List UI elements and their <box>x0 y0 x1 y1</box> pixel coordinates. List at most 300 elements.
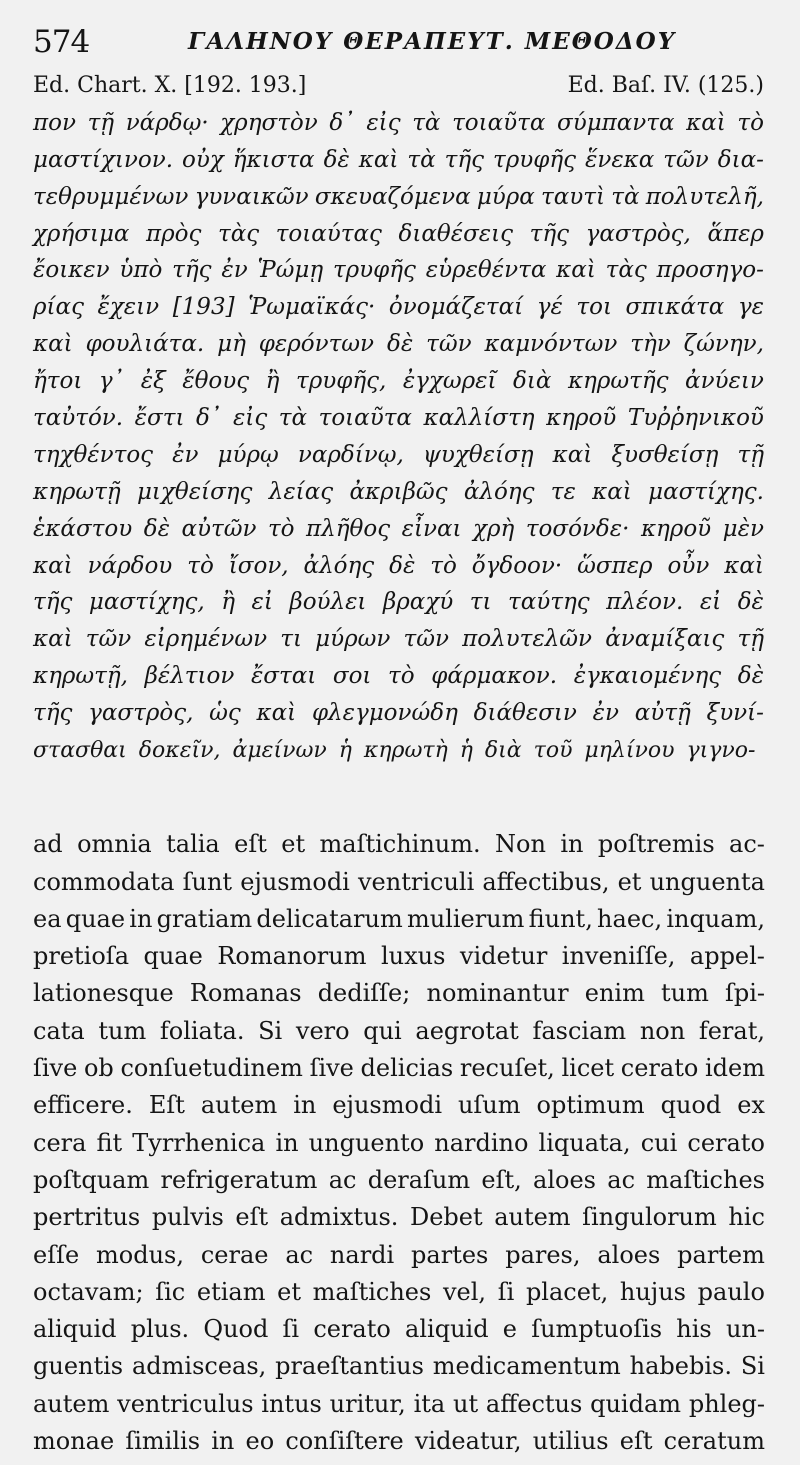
printed-word: τρυφῆς <box>493 146 577 173</box>
printed-word: efficere. <box>33 1091 133 1120</box>
printed-word: cata <box>33 1016 85 1045</box>
printed-word: δὲ <box>143 515 170 542</box>
printed-word: ταὐτόν. <box>33 405 124 432</box>
printed-word: εἰρημένων <box>144 626 268 653</box>
printed-word: τὴν <box>630 331 671 358</box>
latin-text-line <box>33 1418 765 1455</box>
printed-word: γαστρὸς, <box>88 700 194 727</box>
printed-word: γ᾽ <box>98 368 125 395</box>
printed-word: κηροῦ <box>546 405 617 432</box>
printed-word: dediſſe; <box>317 979 411 1008</box>
printed-word: τὸ <box>388 663 415 690</box>
printed-word: διὰ <box>513 368 552 395</box>
printed-word: τοσόνδε· <box>525 515 630 542</box>
printed-word: βέλτιον <box>144 663 235 690</box>
printed-word: maſtiches <box>646 1165 765 1194</box>
printed-word: deraſum <box>367 1165 471 1194</box>
latin-text-line <box>33 1306 765 1343</box>
printed-word: hujus <box>619 1277 686 1306</box>
printed-word: in <box>560 830 584 859</box>
printed-word: γέ <box>536 294 563 321</box>
printed-word: ἀνύειν <box>685 368 764 395</box>
printed-word: cerae <box>200 1240 269 1269</box>
printed-word: ἴσον, <box>228 552 289 579</box>
printed-word: plus. <box>130 1315 190 1344</box>
printed-word: cerato <box>313 1315 391 1344</box>
printed-word: quae <box>143 942 203 971</box>
printed-word: ὀνομάζεταί <box>388 294 524 321</box>
printed-word: ſive <box>309 1054 354 1083</box>
printed-word: τρυφῆς, <box>295 368 387 395</box>
printed-word: οὖν <box>667 552 710 579</box>
printed-word: εἰ <box>251 589 273 616</box>
printed-word: φλεγμονώδη <box>311 700 458 727</box>
printed-word: Quod <box>203 1315 269 1344</box>
printed-word: ventriculi <box>357 867 475 896</box>
printed-word: qui <box>363 1016 402 1045</box>
printed-word: προσηγο- <box>656 257 764 284</box>
greek-text-line <box>33 173 764 210</box>
greek-text-line <box>33 615 764 652</box>
printed-word: τῆς <box>33 589 73 616</box>
printed-word: habebis. <box>629 1352 732 1381</box>
printed-word: ſunt <box>182 867 233 896</box>
printed-word: admixtus. <box>279 1203 399 1232</box>
printed-word: κηρωτῆς <box>567 368 669 395</box>
latin-text-line <box>33 933 765 970</box>
printed-word: ſive <box>33 1054 78 1083</box>
printed-word: δὲ <box>737 589 764 616</box>
printed-word: etiam <box>196 1277 266 1306</box>
printed-word: nominantur <box>426 979 569 1008</box>
printed-word: octavam; <box>33 1277 144 1306</box>
printed-word: videtur <box>459 942 548 971</box>
printed-word: liquata, <box>538 1128 631 1157</box>
printed-word: τι <box>280 626 302 653</box>
printed-word: μύρῳ <box>217 441 279 468</box>
printed-word: nardino <box>434 1128 529 1157</box>
latin-text-line <box>33 970 765 1007</box>
printed-word: [193] <box>172 294 235 321</box>
printed-word: licet <box>561 1054 615 1083</box>
printed-word: eſt <box>619 1427 653 1456</box>
printed-word: μαστίχης, <box>88 589 205 616</box>
printed-word: ac <box>607 1165 636 1194</box>
printed-word: ὑπὸ <box>119 257 163 284</box>
printed-word: Ῥώμῃ <box>257 257 324 284</box>
printed-word: ρίας <box>33 294 84 321</box>
greek-text-line <box>33 320 764 357</box>
printed-word: ac- <box>729 830 765 859</box>
printed-word: Romanas <box>189 979 302 1008</box>
printed-word: maſtichinum. <box>319 830 481 859</box>
printed-word: ἐν <box>592 700 619 727</box>
printed-word: tum <box>98 1016 147 1045</box>
printed-word: οὐχ <box>181 146 224 173</box>
printed-word: τῆς <box>444 146 485 173</box>
printed-word: conſuetudinem <box>120 1054 303 1083</box>
printed-word: τῶν <box>85 626 132 653</box>
latin-text-line <box>33 896 765 933</box>
printed-word: ψυχθείσῃ <box>422 441 534 468</box>
printed-word: πολυτελῆ, <box>645 183 764 210</box>
printed-word: ὡς <box>209 700 241 727</box>
printed-word: ſi <box>282 1315 300 1344</box>
printed-word: τοιαῦτα <box>318 405 412 432</box>
printed-word: δὲ <box>386 331 414 358</box>
printed-word: enim <box>584 979 645 1008</box>
printed-word: idem <box>704 1054 765 1083</box>
printed-word: in <box>293 1091 317 1120</box>
printed-word: praeſtantius <box>275 1352 424 1381</box>
printed-word: pertritus <box>33 1203 141 1232</box>
printed-word: pares, <box>505 1240 581 1269</box>
printed-word: τεθρυμμένων <box>33 183 189 210</box>
latin-text-line <box>33 1045 765 1082</box>
printed-word: δια- <box>717 146 764 173</box>
printed-word: aliquid <box>33 1315 117 1344</box>
printed-word: σοι <box>332 663 372 690</box>
printed-word: ſi <box>497 1277 515 1306</box>
printed-word: φερόντων <box>258 331 375 358</box>
printed-word: εἶναι <box>401 515 462 542</box>
printed-word: affectus <box>485 1389 583 1418</box>
printed-word: refrigeratum <box>160 1165 318 1194</box>
greek-text-line <box>33 394 764 431</box>
printed-word: partes <box>411 1240 489 1269</box>
printed-word: ἕνεκα <box>585 146 655 173</box>
printed-word: μαστίχινον. <box>33 146 173 173</box>
printed-word: omnia <box>77 830 152 859</box>
printed-word: ſpi- <box>724 979 765 1008</box>
printed-word: appel- <box>689 942 765 971</box>
printed-word: ejusmodi <box>332 1091 442 1120</box>
printed-word: in <box>129 904 153 933</box>
printed-word: Non <box>495 830 546 859</box>
printed-word: τὰς <box>217 220 260 247</box>
printed-word: commodata <box>33 867 175 896</box>
printed-word: intus <box>261 1389 322 1418</box>
printed-word: σκευαζόμενα <box>314 183 471 210</box>
printed-word: ea <box>33 904 62 933</box>
printed-word: βούλει <box>289 589 367 616</box>
printed-word: ἢ <box>221 589 236 616</box>
printed-word: ἤτοι <box>33 368 83 395</box>
printed-word: κηρωτῇ <box>33 478 121 505</box>
printed-word: ad <box>33 830 63 859</box>
printed-word: τὸ <box>430 552 457 579</box>
printed-word: ξυσθείσῃ <box>611 441 719 468</box>
printed-word: ita <box>413 1389 446 1418</box>
printed-word: τηχθέντος <box>33 441 154 468</box>
page-header <box>33 0 764 98</box>
printed-word: εἰς <box>366 109 401 136</box>
greek-text-line <box>33 283 764 320</box>
printed-word: εἰ <box>699 589 722 616</box>
printed-word: πον <box>33 109 76 136</box>
printed-word: καὶ <box>552 441 593 468</box>
printed-word: διάθεσιν <box>473 700 577 727</box>
printed-word: ἑκάστου <box>33 515 133 542</box>
latin-text-line <box>33 1231 765 1268</box>
greek-text-line <box>33 542 764 579</box>
printed-word: καὶ <box>33 626 73 653</box>
greek-text-line <box>33 210 764 247</box>
greek-text-line <box>33 247 764 284</box>
printed-word: unguento <box>308 1128 425 1157</box>
printed-word: τὸ <box>267 515 295 542</box>
printed-word: quae <box>65 904 126 933</box>
printed-word: modus, <box>96 1240 184 1269</box>
printed-word: τοι <box>576 294 612 321</box>
printed-word: aloes <box>533 1165 596 1194</box>
printed-word: τῆς <box>33 700 73 727</box>
printed-word: cera <box>33 1128 87 1157</box>
printed-word: ἅπερ <box>707 220 764 247</box>
printed-word: τι <box>469 589 492 616</box>
printed-word: τῶν <box>426 331 472 358</box>
printed-word: et <box>281 830 306 859</box>
printed-word: ξυνί- <box>706 700 764 727</box>
printed-word: ὄγδοον· <box>471 552 563 579</box>
printed-word: ἀλόης <box>303 552 375 579</box>
printed-word: ἢ <box>265 368 280 395</box>
printed-word: eſt, <box>481 1165 522 1194</box>
printed-word: haec, <box>597 904 663 933</box>
printed-word: ζώνην, <box>683 331 764 358</box>
printed-word: non <box>639 1016 686 1045</box>
printed-word: quidam <box>590 1389 682 1418</box>
printed-word: τῇ <box>737 441 764 468</box>
printed-word: quod <box>660 1091 722 1120</box>
printed-word: optimum <box>536 1091 645 1120</box>
printed-word: placet, <box>525 1277 609 1306</box>
printed-word: τῇ <box>737 626 764 653</box>
printed-word: τὰ <box>407 146 436 173</box>
running-title: ΓΑΛΗΝΟΥ ΘΕΡΑΠΕΥΤ. ΜΕΘΟΔΟΥ <box>188 28 677 55</box>
printed-word: μὲν <box>722 515 764 542</box>
printed-word: χρήσιμα <box>33 220 130 247</box>
greek-text-line <box>33 505 764 542</box>
printed-word: Τυῤῥηνικοῦ <box>627 405 764 432</box>
printed-word: ac <box>285 1240 314 1269</box>
edition-reference-left: Ed. Chart. X. [192. 193.] <box>33 73 307 98</box>
printed-word: τὸ <box>187 552 214 579</box>
printed-word: eo <box>245 1427 275 1456</box>
greek-text-column <box>33 99 764 763</box>
printed-word: talia <box>166 830 220 859</box>
printed-word: vero <box>295 1016 350 1045</box>
printed-word: in <box>211 1427 235 1456</box>
greek-text-line <box>33 99 764 136</box>
printed-word: aloes <box>597 1240 661 1269</box>
printed-word: ταύτης <box>508 589 590 616</box>
printed-word: ἐν <box>221 257 248 284</box>
printed-word: Debet <box>409 1203 483 1232</box>
printed-word: ἀλόης <box>463 478 535 505</box>
printed-word: δὲ <box>389 552 416 579</box>
printed-word: καμνόντων <box>484 331 618 358</box>
printed-word: σύμπαντα <box>557 109 675 136</box>
printed-word: μιχθείσης <box>136 478 253 505</box>
printed-word: κηροῦ <box>640 515 712 542</box>
printed-word: Ῥωμαϊκάς· <box>248 294 376 321</box>
printed-word: λείας <box>268 478 334 505</box>
printed-word: ſimilis <box>125 1427 201 1456</box>
printed-word: ὥσπερ <box>577 552 653 579</box>
printed-word: ἥκιστα <box>232 146 315 173</box>
printed-word: delicias <box>360 1054 454 1083</box>
printed-word: Si <box>258 1016 283 1045</box>
printed-word: un- <box>725 1315 765 1344</box>
printed-word: nardi <box>329 1240 395 1269</box>
printed-word: ſic <box>155 1277 186 1306</box>
printed-word: maſtiches <box>312 1277 432 1306</box>
printed-word: ἐγκαιομένης <box>573 663 722 690</box>
printed-word: ἔθους <box>182 368 250 395</box>
printed-word: autem <box>494 1203 571 1232</box>
printed-word: ἔστι <box>134 405 185 432</box>
printed-word: his <box>676 1315 712 1344</box>
printed-word: lationesque <box>33 979 174 1008</box>
printed-word: ἀναμίξαις <box>605 626 725 653</box>
printed-word: πλέον. <box>606 589 684 616</box>
printed-word: partem <box>677 1240 765 1269</box>
printed-word: gratiam <box>156 904 253 933</box>
printed-word: νάρδου <box>87 552 173 579</box>
printed-word: Romanorum <box>217 942 367 971</box>
printed-word: δὲ <box>737 663 764 690</box>
printed-word: paulo <box>697 1277 765 1306</box>
latin-text-line <box>33 858 765 895</box>
printed-word: τοιαῦτα <box>452 109 546 136</box>
printed-word: poſtquam <box>33 1165 150 1194</box>
printed-word: medicamentum <box>432 1352 621 1381</box>
printed-word: et <box>277 1277 301 1306</box>
printed-word: τὰ <box>278 405 308 432</box>
printed-word: πρὸς <box>146 220 202 247</box>
printed-word: cerato <box>687 1128 765 1157</box>
printed-word: cerato <box>620 1054 699 1083</box>
printed-word: fiunt, <box>528 904 593 933</box>
printed-word: fit <box>96 1128 123 1157</box>
printed-word: pulvis <box>151 1203 224 1232</box>
printed-word: καὶ <box>556 257 596 284</box>
printed-word: χρὴ <box>473 515 515 542</box>
printed-word: delicatarum <box>256 904 403 933</box>
printed-word: fasciam <box>532 1016 627 1045</box>
printed-word: inquam, <box>666 904 765 933</box>
printed-word: foliata. <box>159 1016 245 1045</box>
printed-word: hic <box>728 1203 765 1232</box>
printed-word: μαστίχης. <box>648 478 764 505</box>
greek-text-line <box>33 689 764 726</box>
printed-word: phleg- <box>688 1389 765 1418</box>
printed-word: ſingulorum <box>582 1203 717 1232</box>
printed-word: μύρων <box>315 626 391 653</box>
printed-word: ſumptuoſis <box>531 1315 663 1344</box>
latin-text-line <box>33 1343 765 1380</box>
printed-word: ἐν <box>172 441 199 468</box>
latin-text-line <box>33 1269 765 1306</box>
printed-word: καλλίστη <box>423 405 535 432</box>
printed-word: autem <box>33 1389 110 1418</box>
printed-word: εἰς <box>232 405 268 432</box>
printed-word: affectibus, <box>482 867 610 896</box>
printed-word: aliquid <box>405 1315 489 1344</box>
printed-word: τὸ <box>737 109 764 136</box>
printed-word: ἐγχωρεῖ <box>402 368 497 395</box>
printed-word: inveniſſe, <box>561 942 676 971</box>
printed-word: cui <box>640 1128 678 1157</box>
printed-word: unguenta <box>649 867 765 896</box>
printed-word: μὴ <box>217 331 246 358</box>
printed-word: Si <box>740 1352 765 1381</box>
printed-word: eſſe <box>33 1240 80 1269</box>
printed-word: ejusmodi <box>240 867 350 896</box>
latin-text-line <box>33 1380 765 1417</box>
printed-word: πλῆθος <box>306 515 391 542</box>
printed-word: γυναικῶν <box>194 183 309 210</box>
printed-word: ἔσται <box>250 663 317 690</box>
printed-word: ferat, <box>698 1016 765 1045</box>
printed-word: ναρδίνῳ, <box>297 441 404 468</box>
printed-word: τὰ <box>611 183 640 210</box>
printed-word: Tyrrhenica <box>132 1128 266 1157</box>
printed-word: πολυτελῶν <box>462 626 593 653</box>
printed-word: φουλιάτα. <box>85 331 205 358</box>
printed-word: τῆς <box>529 220 570 247</box>
printed-word: ceratum <box>663 1427 765 1456</box>
latin-text-line <box>33 1157 765 1194</box>
printed-word: καὶ <box>592 478 632 505</box>
printed-word: δὲ <box>323 146 350 173</box>
printed-word: ob <box>83 1054 114 1083</box>
latin-text-line <box>33 1119 765 1156</box>
printed-word: γε <box>737 294 764 321</box>
latin-text-line <box>33 1082 765 1119</box>
printed-word: ut <box>453 1389 479 1418</box>
greek-text-line <box>33 468 764 505</box>
page-number: 574 <box>33 24 90 60</box>
printed-word: βραχύ <box>382 589 454 616</box>
greek-text-line <box>33 431 764 468</box>
printed-word: poſtremis <box>597 830 715 859</box>
printed-word: φάρμακον. <box>431 663 558 690</box>
printed-word: τῆς <box>172 257 212 284</box>
printed-word: Eſt <box>148 1091 185 1120</box>
printed-word: τε <box>550 478 576 505</box>
edition-reference-right: Ed. Baſ. IV. (125.) <box>567 73 764 98</box>
greek-text-line <box>33 652 764 689</box>
printed-word: νάρδῳ· <box>125 109 209 136</box>
printed-word: καὶ <box>33 331 73 358</box>
printed-word: ἐξ <box>140 368 166 395</box>
printed-word: καὶ <box>724 552 764 579</box>
printed-word: uritur, <box>329 1389 406 1418</box>
printed-word: δ᾽ <box>329 109 355 136</box>
printed-word: mulierum <box>406 904 525 933</box>
printed-word: γαστρὸς, <box>585 220 691 247</box>
latin-text-line <box>33 1194 765 1231</box>
printed-word: ἔοικεν <box>33 257 110 284</box>
printed-word: καὶ <box>33 552 73 579</box>
printed-word: in <box>275 1128 299 1157</box>
latin-text-column <box>33 821 765 1455</box>
printed-word: et <box>617 867 642 896</box>
printed-word: ac <box>328 1165 357 1194</box>
printed-word: ταυτὶ <box>541 183 606 210</box>
